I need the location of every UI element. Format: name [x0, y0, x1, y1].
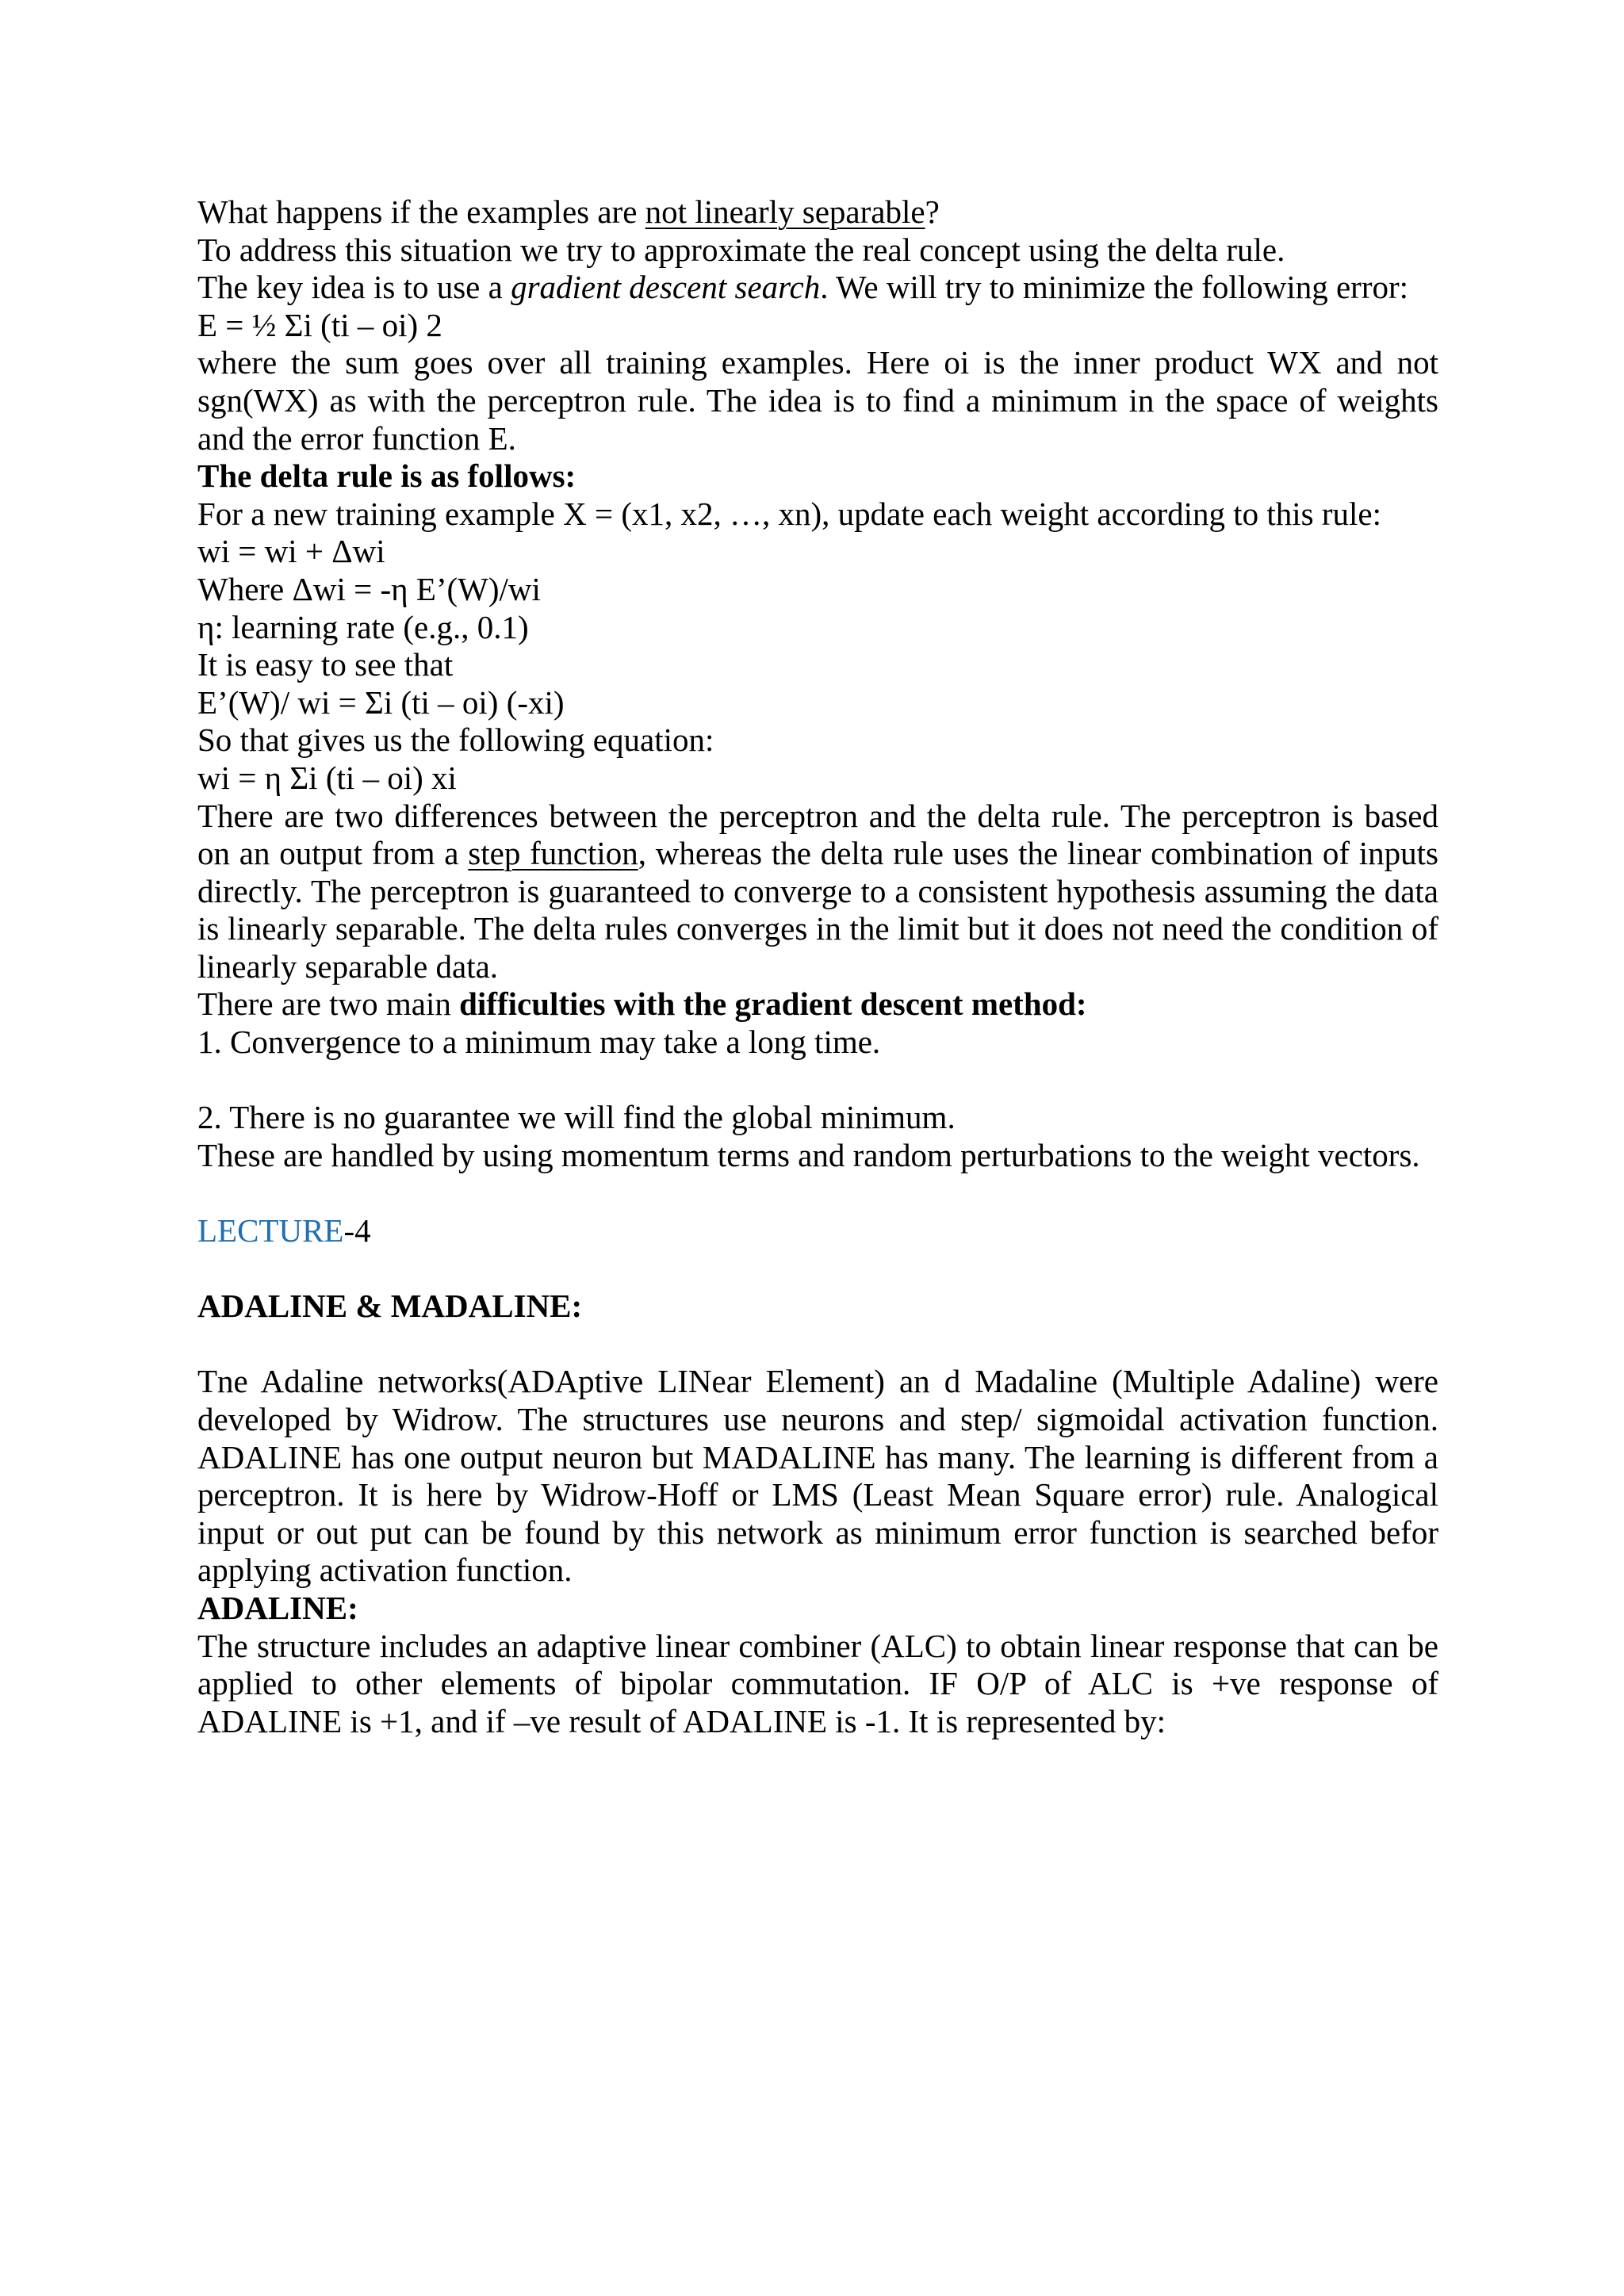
differences-paragraph: [197, 798, 1438, 986]
blank-line: [197, 1062, 1438, 1100]
easy-line: It is easy to see that: [197, 646, 454, 683]
new-example-line: For a new training example X = (x1, x2, …, xn), update each weight according to this rule:: [197, 495, 1382, 532]
document-page: [197, 193, 1438, 1740]
lecture-number: -4: [343, 1212, 371, 1249]
adaline-heading: ADALINE:: [197, 1589, 358, 1626]
adaline-madaline-heading: ADALINE & MADALINE:: [197, 1288, 583, 1325]
adaline-paragraph: Tne Adaline networks(ADAptive LINear Element) an d Madaline (Multiple Adaline) were developed by Widrow. The structures use neurons and step/ sigmoidal activation function. ADALINE has one output neuron but MADALINE has many. The learning is different from a perceptron. It is here by Widrow-Hoff or LMS (Least Mean Square error) rule. Analogical input or out put can be found by this network as minimum error function is searched befor applying activation function.: [197, 1363, 1438, 1589]
blank-line: [197, 1250, 1438, 1288]
learning-rate-line: η: learning rate (e.g., 0.1): [197, 608, 529, 645]
key-idea-text: The key idea is to use a: [197, 269, 511, 306]
question-text: What happens if the examples are: [197, 193, 645, 230]
not-linearly-separable-link[interactable]: not linearly separable: [645, 193, 925, 230]
handled-line: These are handled by using momentum terms and random perturbations to the weight vectors.: [197, 1136, 1420, 1173]
update-equation: wi = wi + Δwi: [197, 533, 385, 570]
difficulties-bold: difficulties with the gradient descent method:: [459, 985, 1087, 1023]
structure-paragraph: The structure includes an adaptive linear combiner (ALC) to obtain linear response that can be applied to other elements of bipolar commutation. IF O/P of ALC is +ve response of ADALINE is +1, and if –ve result of ADALINE is -1. It is represented by:: [197, 1627, 1438, 1739]
derivative-equation: E’(W)/ wi = Σi (ti – oi) (-xi): [197, 683, 565, 721]
step-function-link[interactable]: step function: [468, 835, 638, 872]
point-two: 2. There is no guarantee we will find the global minimum.: [197, 1099, 956, 1136]
differences-text-end: , whereas the delta rule uses the linear combination of inputs directly. The perceptron is guaranteed to converge to a consistent hypothesis assuming the data is linearly separable. The delta rules converges in the limit but it does not need the condition of linearly separable data.: [197, 835, 1438, 985]
difficulties-line: [197, 985, 1438, 1024]
key-idea-text-end: . We will try to minimize the following error:: [820, 269, 1409, 306]
blank-line: [197, 1174, 1438, 1212]
difficulties-text: There are two main: [197, 985, 460, 1023]
key-idea-line: [197, 269, 1438, 307]
gradient-descent-term: gradient descent search: [511, 269, 821, 306]
sum-paragraph: where the sum goes over all training examples. Here oi is the inner product WX and not sgn(WX) as with the perceptron rule. The idea is to find a minimum in the space of weights and the error function E.: [197, 344, 1438, 457]
address-line: To address this situation we try to approximate the real concept using the delta rule.: [197, 231, 1285, 268]
lecture-heading: [197, 1212, 1438, 1250]
point-one: 1. Convergence to a minimum may take a long time.: [197, 1024, 881, 1061]
final-equation: wi = η Σi (ti – oi) xi: [197, 759, 457, 796]
delta-rule-heading: The delta rule is as follows:: [197, 457, 576, 495]
error-equation: E = ½ Σi (ti – oi) 2: [197, 306, 442, 343]
so-line: So that gives us the following equation:: [197, 721, 714, 759]
where-equation: Where Δwi = -η E’(W)/wi: [197, 570, 541, 607]
question-line: [197, 193, 1438, 232]
question-mark: ?: [925, 193, 940, 230]
differences-text: There are two differences between the perceptron and the delta rule. The perceptron is based on an output from a: [197, 797, 1438, 872]
blank-line: [197, 1326, 1438, 1364]
lecture-link[interactable]: LECTURE: [197, 1212, 344, 1249]
